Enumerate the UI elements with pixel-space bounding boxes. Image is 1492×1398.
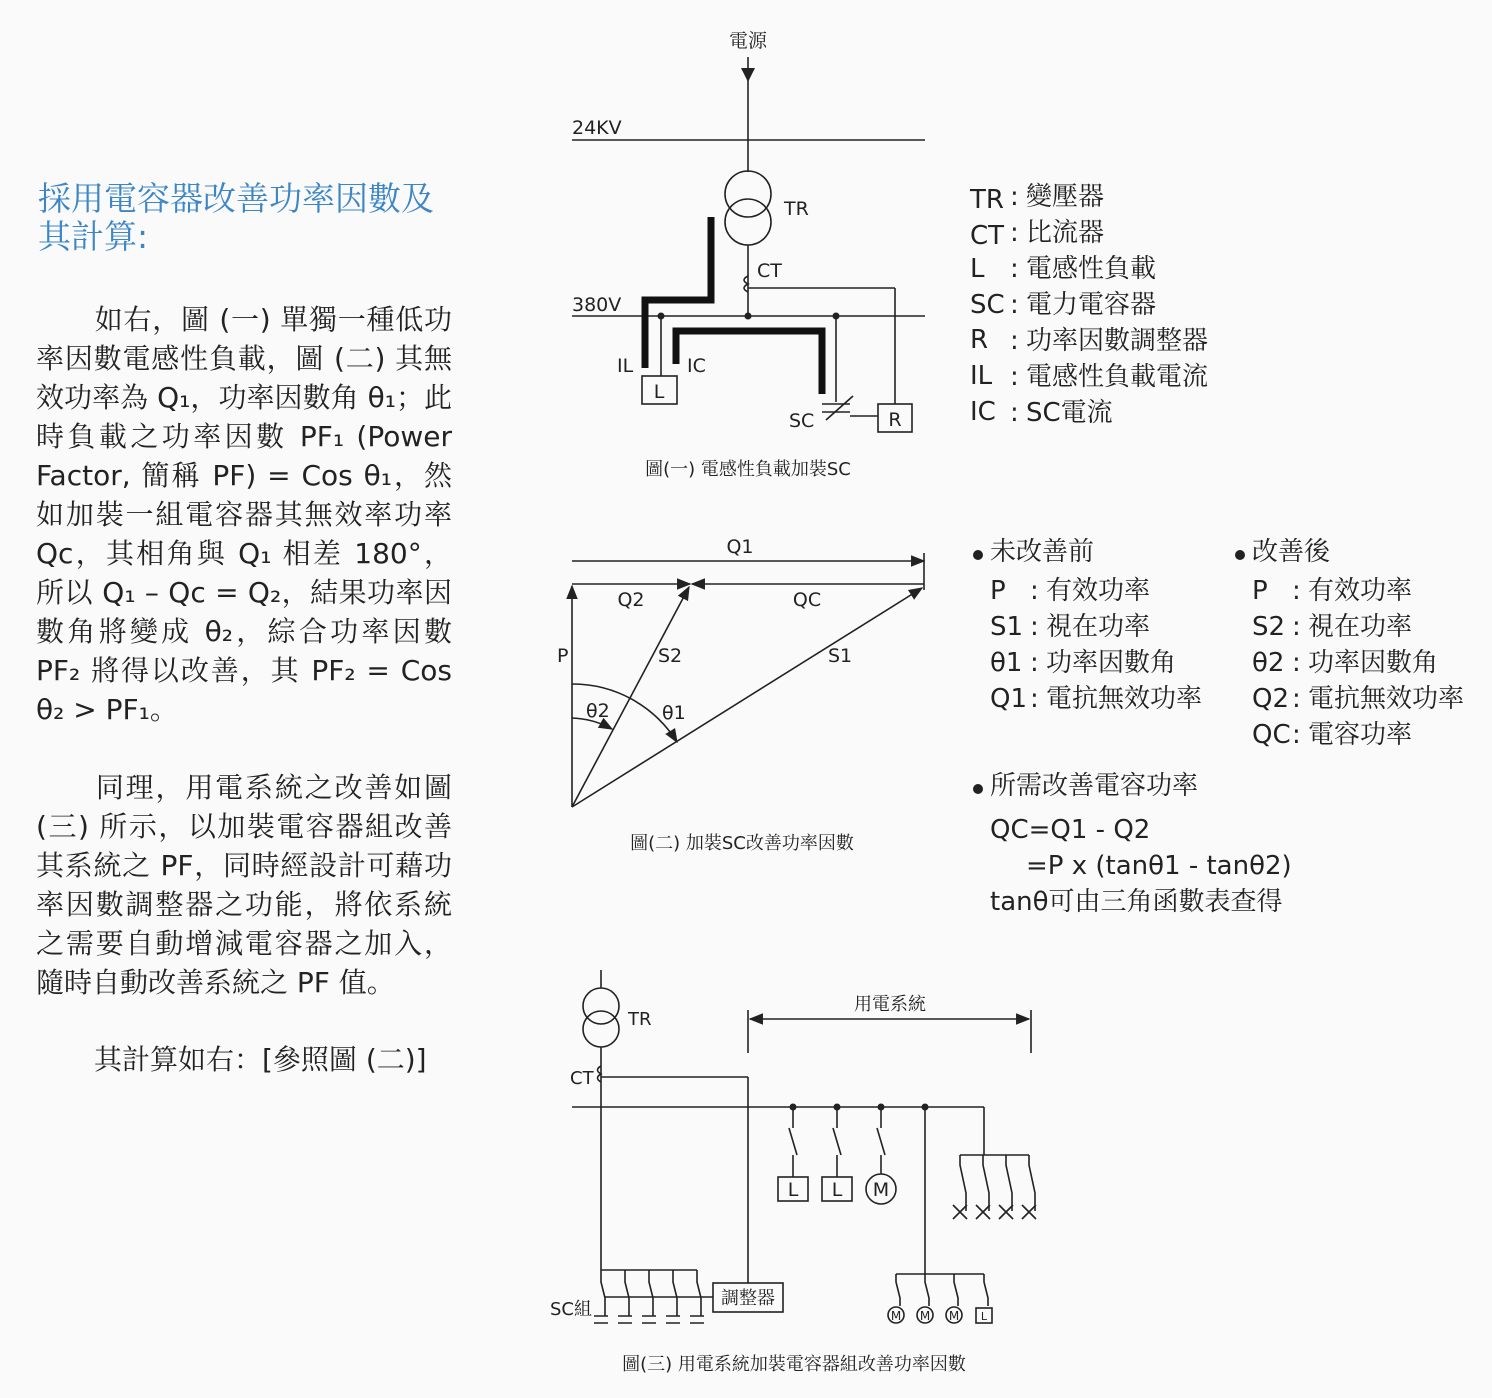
legend-desc: SC電流 xyxy=(1026,398,1113,428)
s1-label: S1 xyxy=(828,645,853,667)
figure-2-caption: 圖(二) 加裝SC改善功率因數 xyxy=(630,833,854,854)
load-branch xyxy=(822,1107,852,1201)
page-title: 採用電容器改善功率因數及其計算: xyxy=(38,179,434,256)
transformer-primary-icon xyxy=(583,988,619,1024)
load-branch xyxy=(778,1107,808,1201)
hv-bus-label: 24KV xyxy=(572,117,622,139)
legend-sep: : xyxy=(1292,684,1301,714)
legend-desc: 比流器 xyxy=(1026,218,1105,248)
legend-desc: 電感性負載 xyxy=(1026,254,1157,284)
transformer-secondary-icon xyxy=(583,1011,619,1047)
before-desc: 有效功率 xyxy=(1046,576,1151,606)
required-title: 所需改善電容功率 xyxy=(990,771,1199,801)
after-desc: 電容功率 xyxy=(1308,720,1413,750)
before-key: S1 xyxy=(990,612,1024,642)
ct-label: CT xyxy=(570,1068,594,1089)
before-desc: 視在功率 xyxy=(1046,612,1151,642)
legend-sep: : xyxy=(1030,648,1039,678)
after-desc: 電抗無效功率 xyxy=(1308,684,1465,714)
bullet-icon xyxy=(973,550,983,560)
switch-icon xyxy=(925,1274,929,1306)
theta1-label: θ1 xyxy=(662,702,686,724)
capacitor-label: SC xyxy=(789,410,815,432)
motor-label: M xyxy=(872,1179,890,1201)
legend-sep: : xyxy=(1030,684,1039,714)
transformer-label: TR xyxy=(784,198,809,220)
transformer-secondary-icon xyxy=(725,199,771,245)
variable-capacitor-arrow xyxy=(826,396,853,420)
legend-desc: 電力電容器 xyxy=(1026,290,1157,320)
formula-line-1: QC=Q1 - Q2 xyxy=(990,815,1151,845)
figure-2-power-triangle xyxy=(557,536,924,854)
legend-sep: : xyxy=(1292,576,1301,606)
load-label: L xyxy=(653,381,665,403)
legend-desc: 電感性負載電流 xyxy=(1026,362,1209,392)
bus-node xyxy=(745,313,752,320)
power-source-label: 電源 xyxy=(728,30,768,52)
before-key: Q1 xyxy=(990,684,1028,714)
legend-key: CT xyxy=(970,221,1005,251)
bullet-icon xyxy=(1235,550,1245,560)
s1-vector xyxy=(572,588,922,807)
load-label: L xyxy=(980,1310,988,1323)
after-desc: 有效功率 xyxy=(1308,576,1413,606)
load-label: L xyxy=(787,1179,799,1201)
switch-icon xyxy=(789,1128,797,1155)
after-title: 改善後 xyxy=(1252,537,1331,567)
before-title: 未改善前 xyxy=(990,537,1095,567)
s2-vector xyxy=(572,587,689,807)
figure-1-caption: 圖(一) 電感性負載加裝SC xyxy=(645,459,851,480)
s2-label: S2 xyxy=(658,645,683,667)
calc-text: 其計算如右：[參照圖 (二)] xyxy=(94,1043,427,1076)
legend-sep: : xyxy=(1010,254,1019,284)
after-desc: 功率因數角 xyxy=(1308,648,1439,678)
load-label: L xyxy=(831,1179,843,1201)
lv-bus-label: 380V xyxy=(572,294,622,316)
before-desc: 功率因數角 xyxy=(1046,648,1177,678)
bullet-icon xyxy=(973,784,983,794)
switch-icon xyxy=(984,1274,988,1306)
legend-sep: : xyxy=(1010,398,1019,428)
legend-sep: : xyxy=(1010,290,1019,320)
p-label: P xyxy=(557,645,569,667)
transformer-primary-icon xyxy=(725,171,771,217)
system-label: 用電系統 xyxy=(854,994,926,1015)
legend-key: IL xyxy=(970,361,993,391)
figure-3-caption: 圖(三) 用電系統加裝電容器組改善功率因數 xyxy=(622,1354,966,1375)
capacitor-current-label: IC xyxy=(687,355,706,377)
legend-key: IC xyxy=(970,397,996,427)
ct-label: CT xyxy=(757,260,782,282)
legend-sep: : xyxy=(1030,612,1039,642)
motor-label: M xyxy=(890,1309,902,1323)
qc-label: QC xyxy=(792,589,822,611)
legend-sep: : xyxy=(1010,362,1019,392)
after-key: P xyxy=(1252,576,1268,606)
q1-label: Q1 xyxy=(726,536,754,558)
capacitor-bank-label: SC組 xyxy=(550,1299,592,1320)
legend-key: TR xyxy=(970,185,1004,215)
legend-sep: : xyxy=(1030,576,1039,606)
legend-sep: : xyxy=(1292,612,1301,642)
legend-sep: : xyxy=(1010,326,1019,356)
intro-text: 如右，圖 (一) 單獨一種低功率因數電感性負載，圖 (二) 其無效功率為 Q₁，功率因數角 θ₁；此時負載之功率因數 PF₁ (Power Factor, 簡稱 PF) = Cos θ₁，然如加裝一組電容器其無效率功率 Qc，其相角與 Q₁ 相差 180°，所以 Q₁ – Qc = Q₂，結果功率因數角將變成 θ₂，綜合功率因數 PF₂ 將得以改善，其 PF₂ = Cos θ₂ > PF₁。 xyxy=(36,303,452,726)
before-key: θ1 xyxy=(990,648,1023,678)
after-desc: 視在功率 xyxy=(1308,612,1413,642)
legend-sep: : xyxy=(1292,720,1301,750)
legend-key: L xyxy=(970,254,985,284)
legend-sep: : xyxy=(1010,218,1019,248)
source-arrow-icon xyxy=(741,68,755,82)
formula-line-3: tanθ可由三角函數表查得 xyxy=(990,887,1283,917)
switch-icon xyxy=(954,1274,958,1306)
motor-group xyxy=(888,1274,992,1323)
system-text: 同理，用電系統之改善如圖 (三) 所示，以加裝電容器組改善其系統之 PF，同時經設計可藉功率因數調整器之功能，將依系統之需要自動增減電容器之加入，隨時自動改善系統之 PF 值。 xyxy=(36,771,452,999)
transformer-label: TR xyxy=(628,1009,652,1030)
legend-sep: : xyxy=(1292,648,1301,678)
legend-sep: : xyxy=(1010,182,1019,212)
before-key: P xyxy=(990,576,1006,606)
formula-line-2: =P x (tanθ1 - tanθ2) xyxy=(1026,851,1292,881)
load-current-label: IL xyxy=(617,355,634,377)
after-key: Q2 xyxy=(1252,684,1290,714)
q2-label: Q2 xyxy=(617,589,645,611)
motor-label: M xyxy=(919,1309,931,1323)
regulator-label: 調整器 xyxy=(721,1288,775,1309)
figure-1-circuit xyxy=(572,30,925,480)
theta2-label: θ2 xyxy=(586,700,610,722)
breaker-icon xyxy=(953,1155,967,1219)
legend-key: R xyxy=(970,325,989,355)
legend-key: SC xyxy=(970,290,1005,320)
after-key: S2 xyxy=(1252,612,1286,642)
figure-1-legend xyxy=(969,182,1208,428)
breaker-icon xyxy=(976,1155,990,1219)
legend-desc: 變壓器 xyxy=(1026,182,1105,212)
switch-icon xyxy=(877,1128,885,1155)
regulator-label: R xyxy=(888,409,902,431)
breaker-icon xyxy=(999,1155,1013,1219)
figure-2-legend xyxy=(973,537,1464,917)
after-key: θ2 xyxy=(1252,648,1285,678)
switch-icon xyxy=(896,1274,900,1306)
motor-branch xyxy=(866,1107,896,1204)
breaker-group xyxy=(953,1155,1036,1219)
after-key: QC xyxy=(1252,720,1291,750)
motor-label: M xyxy=(948,1309,960,1323)
breaker-icon xyxy=(1022,1155,1036,1219)
legend-desc: 功率因數調整器 xyxy=(1026,326,1209,356)
figure-3-system xyxy=(550,970,1036,1375)
before-desc: 電抗無效功率 xyxy=(1046,684,1203,714)
switch-icon xyxy=(833,1128,841,1155)
